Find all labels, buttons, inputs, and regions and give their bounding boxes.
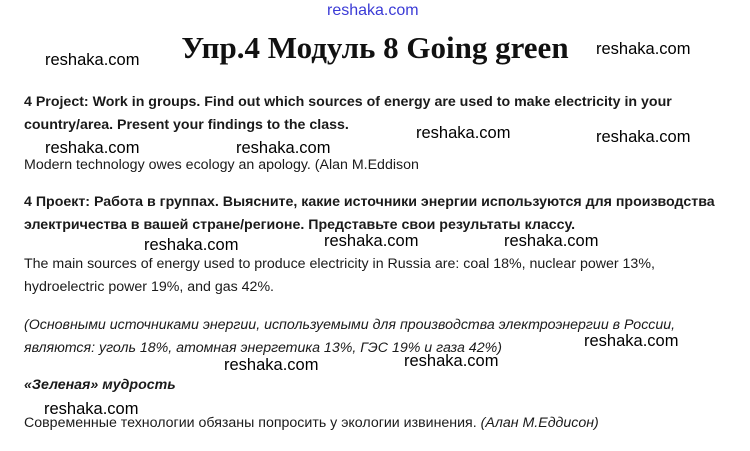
- watermark: reshaka.com: [584, 332, 679, 350]
- quote-english: Modern technology owes ecology an apology. (Alan M.Eddison: [24, 157, 419, 173]
- watermark: reshaka.com: [416, 124, 511, 142]
- watermark: reshaka.com: [236, 139, 331, 157]
- quote-russian-text: Современные технологии обязаны попросить у экологии извинения.: [24, 415, 477, 431]
- answer-russian: (Основными источниками энергии, используемыми для производства электроэнергии в России, являются: уголь 18%, атомная энергетика 13%, ГЭС 19% и газа 42%): [24, 317, 676, 356]
- task-english: 4 Project: Work in groups. Find out which sources of energy are used to make electricity in your country/area. Present your findings to the class.: [24, 94, 672, 133]
- watermark: reshaka.com: [144, 236, 239, 254]
- watermark: reshaka.com: [224, 356, 319, 374]
- watermark: reshaka.com: [504, 232, 599, 250]
- quote-russian-author: (Алан М.Еддисон): [480, 415, 599, 431]
- watermark: reshaka.com: [44, 400, 139, 418]
- task-russian: 4 Проект: Работа в группах. Выясните, какие источники энергии используются для производства электричества в вашей стране/регионе. Представьте свои результаты классу.: [24, 194, 715, 233]
- watermark: reshaka.com: [596, 128, 691, 146]
- watermark: reshaka.com: [324, 232, 419, 250]
- watermark: reshaka.com: [404, 352, 499, 370]
- watermark: reshaka.com: [45, 139, 140, 157]
- page-title: Упр.4 Модуль 8 Going green: [181, 30, 569, 65]
- watermark: reshaka.com: [596, 40, 691, 58]
- header-link[interactable]: reshaka.com: [327, 2, 419, 19]
- answer-english: The main sources of energy used to produce electricity in Russia are: coal 18%, nuclear power 13%, hydroelectric power 19%, and gas 42%.: [24, 256, 655, 295]
- wisdom-heading: «Зеленая» мудрость: [24, 377, 176, 393]
- watermark: reshaka.com: [45, 51, 140, 69]
